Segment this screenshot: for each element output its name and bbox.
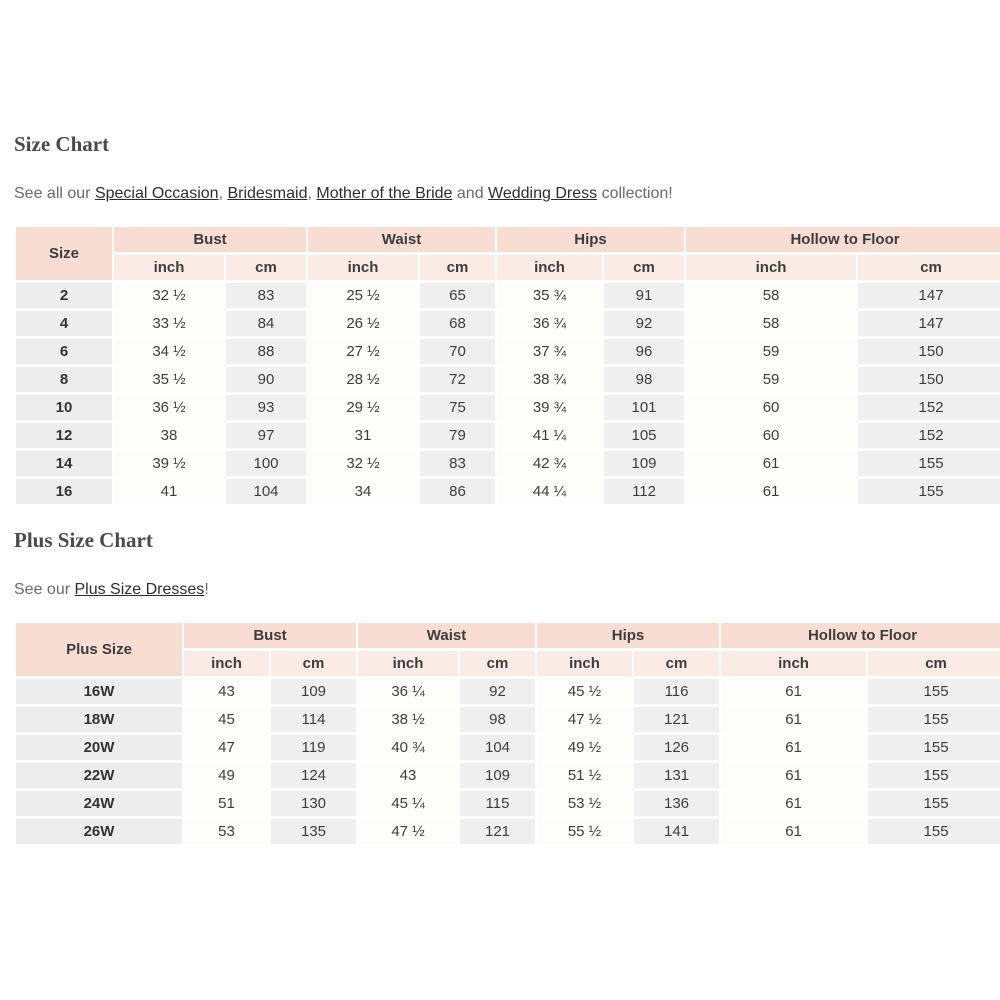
measurement-cell: 61 xyxy=(721,819,866,844)
measurement-cell: 49 ½ xyxy=(537,735,632,760)
table-row xyxy=(16,395,1000,420)
measurement-cell: 97 xyxy=(226,423,306,448)
size-cell: 6 xyxy=(16,339,112,364)
plus-size-chart-heading: Plus Size Chart xyxy=(14,528,153,552)
table-row xyxy=(16,451,1000,476)
measurement-cell: 45 xyxy=(184,707,269,732)
measurement-cell: 152 xyxy=(858,395,1000,420)
size-cell: 12 xyxy=(16,423,112,448)
measurement-group-header: Hips xyxy=(497,227,684,252)
measurement-cell: 109 xyxy=(604,451,684,476)
measurement-cell: 29 ½ xyxy=(308,395,418,420)
measurement-cell: 92 xyxy=(604,311,684,336)
measurement-cell: 59 xyxy=(686,339,856,364)
measurement-cell: 155 xyxy=(868,735,1000,760)
measurement-cell: 49 xyxy=(184,763,269,788)
measurement-cell: 150 xyxy=(858,339,1000,364)
unit-header: cm xyxy=(460,651,535,676)
measurement-cell: 51 xyxy=(184,791,269,816)
measurement-cell: 126 xyxy=(634,735,719,760)
group-header-row xyxy=(16,623,1000,648)
size-cell: 16W xyxy=(16,679,182,704)
measurement-cell: 130 xyxy=(271,791,356,816)
measurement-cell: 55 ½ xyxy=(537,819,632,844)
measurement-cell: 38 ½ xyxy=(358,707,458,732)
measurement-cell: 38 ¾ xyxy=(497,367,602,392)
measurement-cell: 112 xyxy=(604,479,684,504)
measurement-cell: 35 ¾ xyxy=(497,283,602,308)
measurement-cell: 91 xyxy=(604,283,684,308)
measurement-group-header: Waist xyxy=(308,227,495,252)
measurement-cell: 32 ½ xyxy=(114,283,224,308)
measurement-cell: 68 xyxy=(420,311,495,336)
measurement-cell: 155 xyxy=(868,679,1000,704)
measurement-cell: 59 xyxy=(686,367,856,392)
intro-text: See all our xyxy=(14,185,95,202)
unit-header: cm xyxy=(604,255,684,280)
measurement-cell: 121 xyxy=(634,707,719,732)
intro-link[interactable]: Wedding Dress xyxy=(488,185,598,202)
measurement-cell: 42 ¾ xyxy=(497,451,602,476)
table-row xyxy=(16,679,1000,704)
measurement-cell: 109 xyxy=(271,679,356,704)
measurement-cell: 43 xyxy=(358,763,458,788)
measurement-cell: 70 xyxy=(420,339,495,364)
intro-text: ! xyxy=(204,581,209,598)
measurement-cell: 37 ¾ xyxy=(497,339,602,364)
measurement-cell: 40 ¾ xyxy=(358,735,458,760)
measurement-cell: 155 xyxy=(868,707,1000,732)
measurement-cell: 61 xyxy=(721,679,866,704)
table-row xyxy=(16,311,1000,336)
measurement-cell: 36 ¾ xyxy=(497,311,602,336)
measurement-cell: 105 xyxy=(604,423,684,448)
unit-header-row xyxy=(16,255,1000,280)
measurement-cell: 104 xyxy=(460,735,535,760)
measurement-cell: 44 ¼ xyxy=(497,479,602,504)
measurement-cell: 27 ½ xyxy=(308,339,418,364)
unit-header: inch xyxy=(721,651,866,676)
section-spacer xyxy=(14,507,986,529)
measurement-cell: 45 ¼ xyxy=(358,791,458,816)
measurement-cell: 53 ½ xyxy=(537,791,632,816)
measurement-cell: 119 xyxy=(271,735,356,760)
measurement-cell: 124 xyxy=(271,763,356,788)
unit-header: cm xyxy=(868,651,1000,676)
measurement-cell: 115 xyxy=(460,791,535,816)
plus-size-chart-table xyxy=(14,620,1000,847)
measurement-cell: 152 xyxy=(858,423,1000,448)
unit-header: inch xyxy=(114,255,224,280)
size-cell: 14 xyxy=(16,451,112,476)
measurement-cell: 131 xyxy=(634,763,719,788)
unit-header: cm xyxy=(858,255,1000,280)
measurement-cell: 83 xyxy=(226,283,306,308)
size-cell: 16 xyxy=(16,479,112,504)
table-row xyxy=(16,735,1000,760)
unit-header: inch xyxy=(358,651,458,676)
measurement-cell: 100 xyxy=(226,451,306,476)
measurement-cell: 47 ½ xyxy=(358,819,458,844)
measurement-cell: 61 xyxy=(686,479,856,504)
measurement-group-header: Hollow to Floor xyxy=(686,227,1000,252)
unit-header: cm xyxy=(271,651,356,676)
measurement-cell: 53 xyxy=(184,819,269,844)
measurement-cell: 93 xyxy=(226,395,306,420)
size-chart-table xyxy=(14,224,1000,507)
measurement-cell: 90 xyxy=(226,367,306,392)
intro-text: , xyxy=(307,185,317,202)
measurement-cell: 155 xyxy=(858,451,1000,476)
measurement-cell: 39 ½ xyxy=(114,451,224,476)
measurement-cell: 84 xyxy=(226,311,306,336)
intro-link[interactable]: Plus Size Dresses xyxy=(74,581,205,598)
table-row xyxy=(16,423,1000,448)
table-row xyxy=(16,791,1000,816)
plus-size-chart-intro xyxy=(14,580,986,600)
measurement-cell: 121 xyxy=(460,819,535,844)
measurement-cell: 26 ½ xyxy=(308,311,418,336)
size-cell: 20W xyxy=(16,735,182,760)
measurement-cell: 36 ¼ xyxy=(358,679,458,704)
size-cell: 24W xyxy=(16,791,182,816)
measurement-cell: 34 xyxy=(308,479,418,504)
measurement-cell: 65 xyxy=(420,283,495,308)
measurement-cell: 58 xyxy=(686,283,856,308)
size-chart-intro xyxy=(14,184,986,204)
table-row xyxy=(16,763,1000,788)
size-cell: 18W xyxy=(16,707,182,732)
intro-link[interactable]: Bridesmaid xyxy=(227,185,308,202)
group-header-row xyxy=(16,227,1000,252)
table-row xyxy=(16,339,1000,364)
plus-size-chart-section xyxy=(14,529,986,847)
size-cell: 2 xyxy=(16,283,112,308)
measurement-cell: 96 xyxy=(604,339,684,364)
intro-link[interactable]: Special Occasion xyxy=(94,185,219,202)
measurement-cell: 147 xyxy=(858,283,1000,308)
size-cell: 22W xyxy=(16,763,182,788)
size-cell: 4 xyxy=(16,311,112,336)
measurement-cell: 114 xyxy=(271,707,356,732)
measurement-cell: 109 xyxy=(460,763,535,788)
measurement-cell: 35 ½ xyxy=(114,367,224,392)
table-row xyxy=(16,707,1000,732)
measurement-cell: 51 ½ xyxy=(537,763,632,788)
measurement-cell: 61 xyxy=(686,451,856,476)
size-table-body xyxy=(16,283,1000,504)
measurement-cell: 25 ½ xyxy=(308,283,418,308)
measurement-cell: 60 xyxy=(686,423,856,448)
measurement-cell: 155 xyxy=(868,791,1000,816)
measurement-cell: 147 xyxy=(858,311,1000,336)
intro-text: and xyxy=(452,185,489,202)
measurement-cell: 155 xyxy=(868,819,1000,844)
measurement-cell: 47 ½ xyxy=(537,707,632,732)
measurement-cell: 61 xyxy=(721,735,866,760)
measurement-cell: 75 xyxy=(420,395,495,420)
unit-header: inch xyxy=(308,255,418,280)
measurement-cell: 33 ½ xyxy=(114,311,224,336)
measurement-cell: 58 xyxy=(686,311,856,336)
measurement-cell: 98 xyxy=(604,367,684,392)
measurement-group-header: Hollow to Floor xyxy=(721,623,1000,648)
measurement-cell: 36 ½ xyxy=(114,395,224,420)
measurement-group-header: Bust xyxy=(184,623,356,648)
table-row xyxy=(16,367,1000,392)
measurement-cell: 41 ¼ xyxy=(497,423,602,448)
measurement-cell: 101 xyxy=(604,395,684,420)
measurement-cell: 41 xyxy=(114,479,224,504)
table-row xyxy=(16,283,1000,308)
intro-text: collection! xyxy=(597,185,673,202)
measurement-cell: 86 xyxy=(420,479,495,504)
size-column-header: Size xyxy=(16,227,112,280)
size-chart-section xyxy=(14,133,986,507)
plus-size-table-body xyxy=(16,679,1000,844)
size-chart-heading: Size Chart xyxy=(14,132,110,156)
measurement-cell: 60 xyxy=(686,395,856,420)
measurement-cell: 45 ½ xyxy=(537,679,632,704)
unit-header: cm xyxy=(634,651,719,676)
measurement-cell: 72 xyxy=(420,367,495,392)
measurement-cell: 92 xyxy=(460,679,535,704)
size-cell: 10 xyxy=(16,395,112,420)
measurement-cell: 28 ½ xyxy=(308,367,418,392)
measurement-cell: 155 xyxy=(868,763,1000,788)
unit-header: inch xyxy=(497,255,602,280)
size-cell: 8 xyxy=(16,367,112,392)
unit-header: inch xyxy=(686,255,856,280)
unit-header: cm xyxy=(226,255,306,280)
measurement-cell: 47 xyxy=(184,735,269,760)
measurement-cell: 34 ½ xyxy=(114,339,224,364)
measurement-cell: 79 xyxy=(420,423,495,448)
unit-header: inch xyxy=(184,651,269,676)
unit-header: inch xyxy=(537,651,632,676)
intro-link[interactable]: Mother of the Bride xyxy=(316,185,453,202)
measurement-cell: 150 xyxy=(858,367,1000,392)
measurement-cell: 39 ¾ xyxy=(497,395,602,420)
measurement-cell: 38 xyxy=(114,423,224,448)
measurement-cell: 141 xyxy=(634,819,719,844)
plus-size-column-header: Plus Size xyxy=(16,623,182,676)
measurement-cell: 136 xyxy=(634,791,719,816)
measurement-cell: 116 xyxy=(634,679,719,704)
intro-text: See our xyxy=(14,581,75,598)
measurement-group-header: Bust xyxy=(114,227,306,252)
measurement-cell: 155 xyxy=(858,479,1000,504)
measurement-cell: 31 xyxy=(308,423,418,448)
intro-text: , xyxy=(218,185,228,202)
measurement-cell: 135 xyxy=(271,819,356,844)
measurement-cell: 83 xyxy=(420,451,495,476)
measurement-cell: 98 xyxy=(460,707,535,732)
measurement-group-header: Hips xyxy=(537,623,719,648)
measurement-cell: 43 xyxy=(184,679,269,704)
measurement-cell: 61 xyxy=(721,791,866,816)
measurement-cell: 32 ½ xyxy=(308,451,418,476)
measurement-cell: 61 xyxy=(721,763,866,788)
table-row xyxy=(16,479,1000,504)
size-cell: 26W xyxy=(16,819,182,844)
table-row xyxy=(16,819,1000,844)
measurement-cell: 61 xyxy=(721,707,866,732)
measurement-cell: 104 xyxy=(226,479,306,504)
measurement-cell: 88 xyxy=(226,339,306,364)
unit-header: cm xyxy=(420,255,495,280)
measurement-group-header: Waist xyxy=(358,623,535,648)
